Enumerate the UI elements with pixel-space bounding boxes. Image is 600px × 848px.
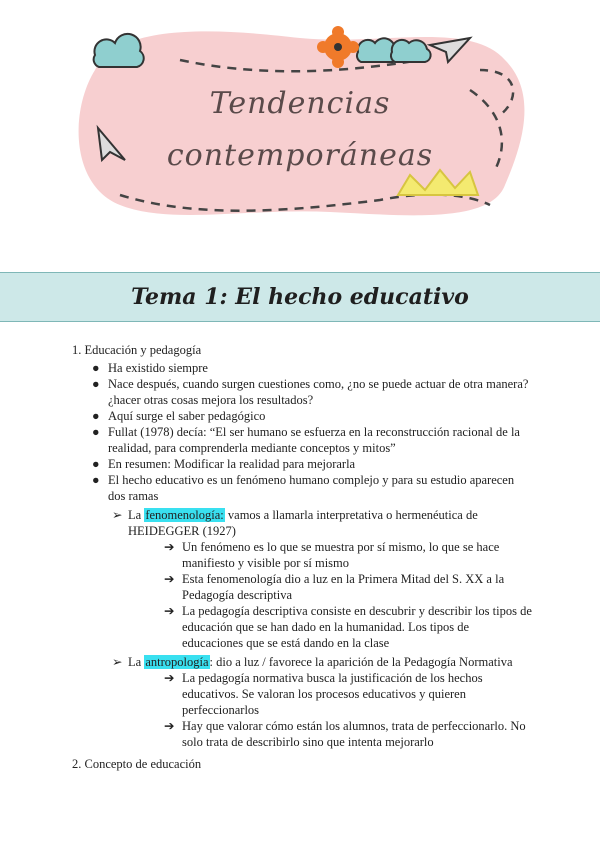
sub-list bbox=[72, 670, 532, 750]
bullet-list bbox=[72, 360, 532, 504]
list-item: ● Fullat (1978) decía: “El ser humano se esfuerza en la reconstrucción racional de la realidad, para comprenderla mediante conceptos y mitos” bbox=[92, 425, 520, 455]
arrow-icon: ➔ bbox=[164, 604, 175, 618]
cloud-icon bbox=[391, 40, 431, 62]
arrow-icon: ➔ bbox=[164, 572, 175, 586]
section-1 bbox=[72, 342, 532, 750]
list-item: ➔ La pedagogía normativa busca la justificación de los hechos educativos. Se valoran los procesos educativos y quieren perfeccionarlos bbox=[164, 671, 483, 717]
cloud-icon bbox=[94, 34, 144, 67]
list-item: ➔ La pedagogía descriptiva consiste en descubrir y describir los tipos de educación que se han dado en la humanidad. Los tipos de educaciones que se está dando en la clase bbox=[164, 604, 532, 650]
bullet-icon: ● bbox=[92, 425, 100, 439]
arrowhead-icon: ➢ bbox=[112, 655, 123, 669]
bullet-icon: ● bbox=[92, 457, 100, 471]
list-item: ➔ Esta fenomenología dio a luz en la Primera Mitad del S. XX a la Pedagogía descriptiva bbox=[164, 572, 505, 602]
list-item: ➔ Hay que valorar cómo están los alumnos, trata de perfeccionarlo. No solo trata de describirlo sino que intenta mejorarlo bbox=[164, 719, 526, 749]
list-item: ● En resumen: Modificar la realidad para mejorarla bbox=[92, 457, 356, 471]
banner-title-line1: Tendencias bbox=[209, 86, 391, 121]
bullet-icon: ● bbox=[92, 361, 100, 375]
section-2-heading: 2. Concepto de educación bbox=[72, 757, 202, 771]
bullet-icon: ● bbox=[92, 377, 100, 391]
header-banner bbox=[0, 0, 600, 245]
arrow-icon: ➔ bbox=[164, 671, 175, 685]
banner-title-line2: contemporáneas bbox=[166, 138, 434, 173]
bullet-icon: ● bbox=[92, 473, 100, 487]
sub-list bbox=[72, 539, 532, 651]
list-item: ● El hecho educativo es un fenómeno humano complejo y para su estudio aparecen dos ramas bbox=[92, 473, 515, 503]
list-item: ● Ha existido siempre bbox=[92, 361, 208, 375]
list-item: ● Aquí surge el saber pedagógico bbox=[92, 409, 266, 423]
bullet-icon: ● bbox=[92, 409, 100, 423]
highlight-term: antropología bbox=[145, 655, 209, 669]
arrow-icon: ➔ bbox=[164, 719, 175, 733]
list-item: ➔ Un fenómeno es lo que se muestra por sí mismo, lo que se hace manifiesto y visible por sí mismo bbox=[164, 540, 500, 570]
arrowhead-icon: ➢ bbox=[112, 508, 123, 522]
branch-fenomenologia: ➢ La fenomenología: vamos a llamarla interpretativa o hermenéutica de HEIDEGGER (1927) bbox=[112, 508, 478, 538]
section-1-heading: 1. Educación y pedagogía bbox=[72, 343, 202, 357]
list-item: ● Nace después, cuando surgen cuestiones como, ¿no se puede actuar de otra manera? ¿hacer otras cosas mejora los resultados? bbox=[92, 377, 529, 407]
arrow-icon: ➔ bbox=[164, 540, 175, 554]
page-title: Tema 1: El hecho educativo bbox=[131, 284, 469, 310]
highlight-term: fenomenología: bbox=[145, 508, 224, 522]
branch-antropologia: ➢ La antropología: dio a luz / favorece la aparición de la Pedagogía Normativa bbox=[112, 655, 513, 669]
